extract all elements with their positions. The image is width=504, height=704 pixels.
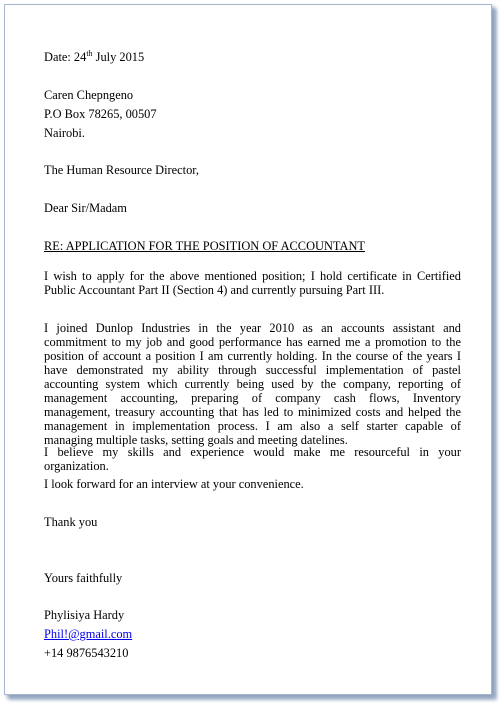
- thanks-line: Thank you: [44, 515, 98, 529]
- signature-name: Phylisiya Hardy: [44, 608, 125, 622]
- date-suffix: th: [86, 48, 93, 58]
- paragraph-interview: I look forward for an interview at your convenience.: [44, 477, 304, 491]
- sender-city: Nairobi.: [44, 126, 85, 140]
- subject-line: RE: APPLICATION FOR THE POSITION OF ACCOUNTANT: [44, 239, 365, 253]
- salutation: Dear Sir/Madam: [44, 201, 127, 215]
- sender-name: Caren Chepngeno: [44, 88, 134, 102]
- paragraph-line: have demonstrated my ability through successful implementation of pastel: [44, 363, 461, 377]
- email-link[interactable]: Phil!@gmail.com: [44, 627, 133, 641]
- date-label: Date: 24: [44, 50, 87, 64]
- sender-address: P.O Box 78265, 00507: [44, 107, 157, 121]
- paragraph-line: organization.: [44, 459, 109, 473]
- date-rest: July 2015: [92, 50, 145, 64]
- paragraph-line: I joined Dunlop Industries in the year 2010 as an accounts assistant and: [44, 321, 461, 335]
- paragraph-line: accounting system which currently being used by the company, reporting of: [44, 377, 461, 391]
- letter-date: [44, 50, 144, 64]
- paragraph-line: management accounting, preparing of company cash flows, Inventory: [44, 391, 461, 405]
- recipient-title: The Human Resource Director,: [44, 163, 200, 177]
- signature-phone: +14 9876543210: [44, 646, 129, 660]
- letter-page: [4, 4, 492, 695]
- paragraph-line: management in implementation process. I am also a self starter capable of: [44, 419, 461, 433]
- signature-email: [44, 627, 132, 641]
- paragraph-line: commitment to my job and good performance has earned me a promotion to the: [44, 335, 461, 349]
- paragraph-line: managing multiple tasks, setting goals and meeting datelines.: [44, 433, 348, 447]
- paragraph-experience: [44, 321, 461, 447]
- paragraph-skills: [44, 445, 461, 473]
- paragraph-line: Public Accountant Part II (Section 4) and currently pursuing Part III.: [44, 283, 385, 297]
- paragraph-line: management, treasury accounting that has led to minimized costs and helped the: [44, 405, 461, 419]
- paragraph-line: position of account a position I am currently holding. In the course of the years I: [44, 349, 461, 363]
- paragraph-qualifications: [44, 269, 461, 297]
- paragraph-line: I wish to apply for the above mentioned position; I hold certificate in Certified: [44, 269, 461, 283]
- paragraph-line: I believe my skills and experience would make me resourceful in your: [44, 445, 461, 459]
- closing-line: Yours faithfully: [44, 571, 123, 585]
